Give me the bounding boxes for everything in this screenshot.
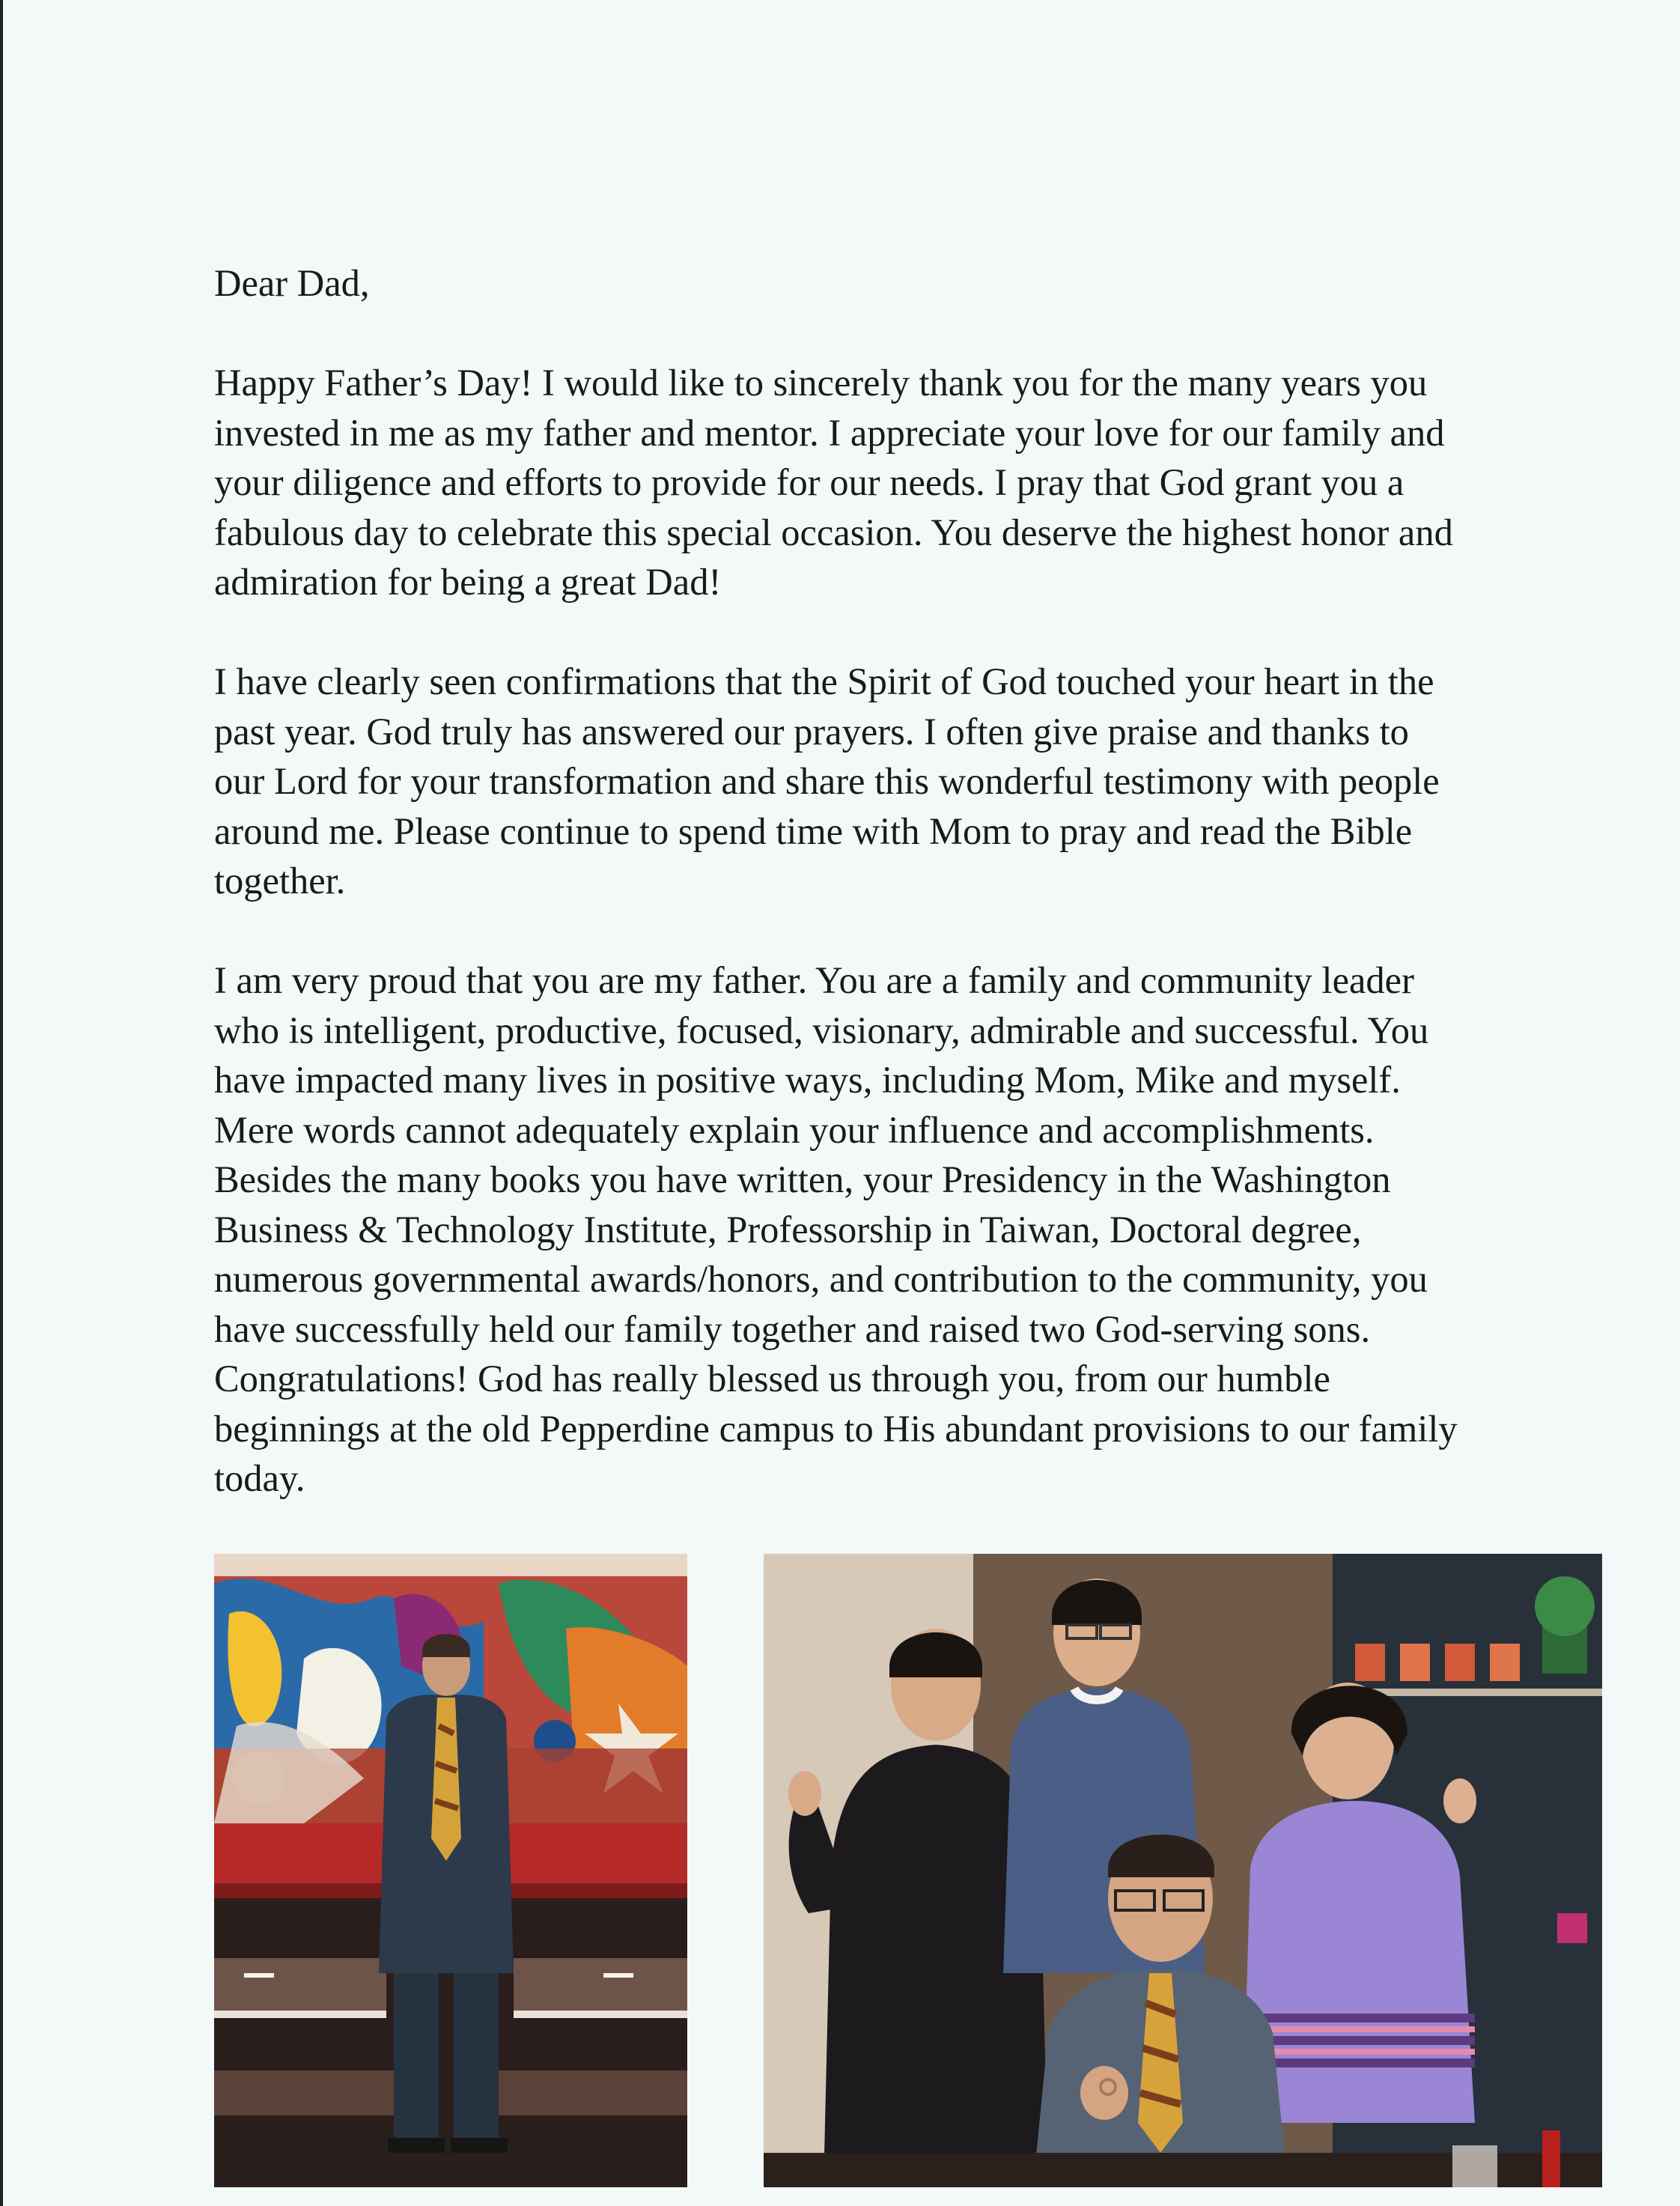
paragraph-line: past year. God truly has answered our prayers. I often give praise and thanks to (214, 710, 1409, 753)
paragraph-line: Besides the many books you have written, your Presidency in the Washington (214, 1158, 1391, 1200)
letter-paragraph-1 (214, 358, 1674, 607)
paragraph-line: fabulous day to celebrate this special occasion. You deserve the highest honor and (214, 511, 1453, 553)
paragraph-line: numerous governmental awards/honors, and contribution to the community, you (214, 1258, 1428, 1300)
photo-family-group (764, 1554, 1602, 2187)
letter-body (214, 258, 1674, 1504)
paragraph-line: invested in me as my father and mentor. I appreciate your love for our family and (214, 411, 1445, 454)
paragraph-line: have successfully held our family together and raised two God-serving sons. (214, 1307, 1371, 1350)
paragraph-line: Happy Father’s Day! I would like to sincerely thank you for the many years you (214, 362, 1428, 404)
paragraph-line: Mere words cannot adequately explain your influence and accomplishments. (214, 1108, 1375, 1151)
photo-father-standing-image (214, 1554, 687, 2187)
paragraph-line: admiration for being a great Dad! (214, 561, 722, 603)
paragraph-line: Congratulations! God has really blessed us through you, from our humble (214, 1358, 1330, 1400)
paragraph-line: beginnings at the old Pepperdine campus to His abundant provisions to our family (214, 1407, 1458, 1450)
photo-father-standing (214, 1554, 687, 2187)
page-edge-shadow (0, 0, 3, 2206)
paragraph-line: I am very proud that you are my father. You are a family and community leader (214, 959, 1414, 1001)
paragraph-line: around me. Please continue to spend time with Mom to pray and read the Bible (214, 809, 1413, 852)
paragraph-line: today. (214, 1457, 305, 1499)
paragraph-line: I have clearly seen confirmations that the Spirit of God touched your heart in the (214, 660, 1434, 702)
paragraph-line: Business & Technology Institute, Professorship in Taiwan, Doctoral degree, (214, 1208, 1362, 1251)
photo-family-group-image (764, 1554, 1602, 2187)
letter-paragraph-3 (214, 955, 1674, 1504)
paragraph-line: have impacted many lives in positive ways, including Mom, Mike and myself. (214, 1059, 1401, 1101)
letter-paragraph-2 (214, 657, 1674, 906)
letter-greeting: Dear Dad, (214, 262, 370, 304)
paragraph-line: together. (214, 860, 346, 902)
paragraph-line: who is intelligent, productive, focused, visionary, admirable and successful. You (214, 1009, 1429, 1051)
paragraph-line: your diligence and efforts to provide for our needs. I pray that God grant you a (214, 461, 1404, 503)
paragraph-line: our Lord for your transformation and share this wonderful testimony with people (214, 760, 1440, 802)
